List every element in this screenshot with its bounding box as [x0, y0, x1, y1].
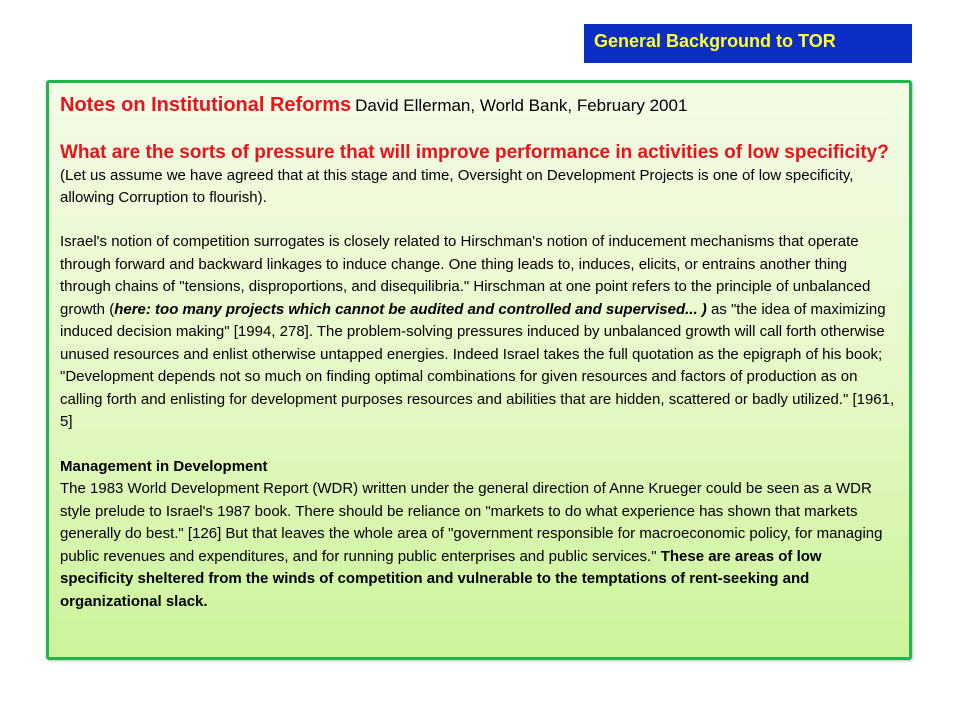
author-line: David Ellerman, World Bank, February 2001 [355, 96, 688, 115]
title-line [60, 92, 898, 119]
question-text: What are the sorts of pressure that will improve performance in activities of low specificity? [60, 142, 889, 163]
spacer [60, 119, 898, 141]
question-note: (Let us assume we have agreed that at this stage and time, Oversight on Development Projects is one of low specificity, allowing Corruption to flourish). [60, 167, 854, 206]
emphasis-text: here: too many projects which cannot be audited and controlled and supervised... ) [114, 300, 707, 318]
bold-conclusion: These are areas of low specificity sheltered from the winds of competition and vulnerable to the temptations of rent-seeking and organizational slack. [60, 547, 822, 610]
section-tag: General Background to TOR [584, 24, 912, 63]
paragraph-wdr [60, 478, 898, 613]
paragraph-text: Israel's notion of competition surrogates is closely related to Hirschman's notion of inducement mechanisms that operate through forward and backward linkages to induce change. One thing leads to, induces, elicits, or entrains another thing through chains of "tensions, disproportions, and disequilibria." Hirschman at one point refers to the principle of unbalanced growth ( [60, 233, 871, 318]
paragraph-text: as "the idea of maximizing induced decision making" [1994, 278]. The problem-solving pressures induced by unbalanced growth will call forth otherwise unused resources and enlist otherwise untapped energies. Indeed Israel takes the full quotation as the epigraph of his book; "Development depends not so much on finding optimal combinations for given resources and factors of production as on calling forth and enlisting for development purposes resources and abilities that are hidden, scattered or badly utilized." [1961, 5] [60, 300, 895, 430]
paragraph-text: The 1983 World Development Report (WDR) written under the general direction of Anne Krueger could be seen as a WDR style prelude to Israel's 1987 book. There should be reliance on "markets to do what experience has shown that markets generally do best." [126] But that leaves the whole area of "government responsible for macroeconomic policy, for managing public revenues and expenditures, and for running public enterprises and public services." [60, 480, 883, 565]
page-title: Notes on Institutional Reforms [60, 94, 352, 116]
paragraph-hirschman [60, 231, 898, 434]
content-panel [46, 80, 912, 660]
section-heading: Management in Development [60, 457, 268, 475]
spacer [60, 434, 898, 456]
spacer [60, 209, 898, 231]
question-block [60, 141, 898, 209]
